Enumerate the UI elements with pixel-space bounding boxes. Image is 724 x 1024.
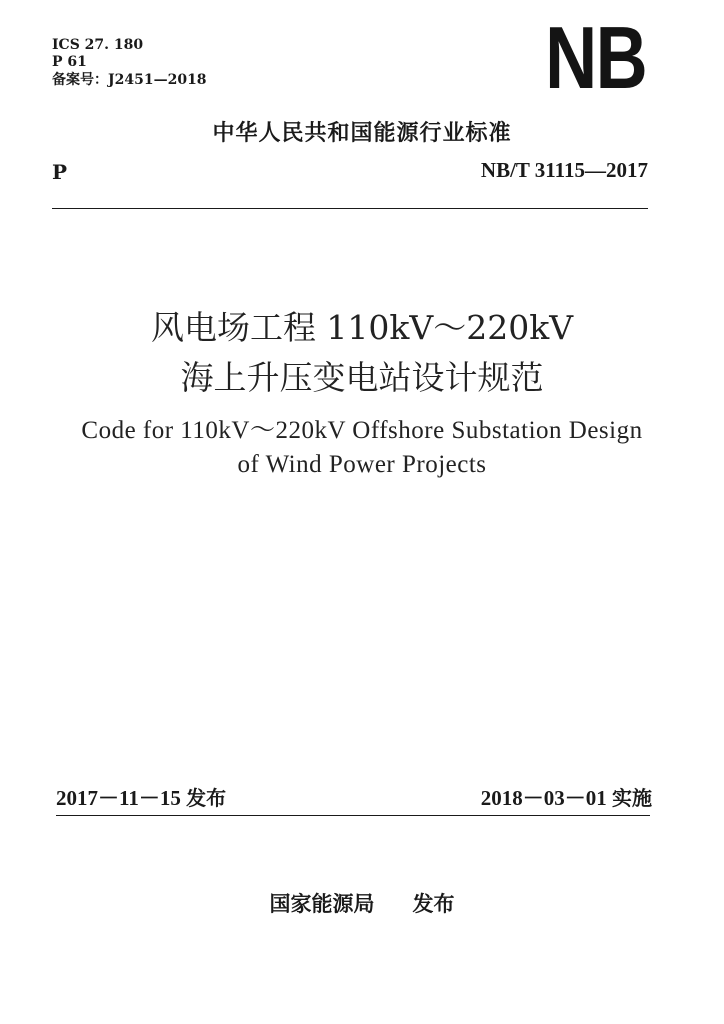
publisher: [0, 888, 724, 918]
title-cn-line-2: 海上升压变电站设计规范: [180, 358, 544, 397]
publisher-name: 国家能源局: [269, 892, 375, 916]
title-en-line-2: of Wind Power Projects: [237, 451, 487, 478]
issue-date-value: 2017－11－15: [56, 786, 181, 810]
nb-logo: NB: [545, 8, 646, 107]
implement-date-label: 实施: [612, 786, 652, 810]
title-en-line-1: Code for 110kV～220kV Offshore Substation Design: [81, 417, 643, 444]
industry-standard-heading: 中华人民共和国能源行业标准: [212, 121, 512, 146]
implement-date-value: 2018－03－01: [480, 786, 607, 810]
implement-date: [481, 782, 652, 812]
bottom-divider: [56, 815, 650, 816]
issue-date: [56, 782, 226, 812]
classification-code: P 61: [52, 54, 87, 70]
standard-number: NB/T 31115—2017: [480, 158, 648, 182]
issue-date-label: 发布: [186, 786, 227, 810]
record-number: 备案号：J2451—2018: [52, 72, 207, 88]
publisher-action: 发布: [412, 892, 455, 916]
ics-code: ICS 27. 180: [52, 37, 144, 53]
category-letter: P: [52, 160, 68, 184]
top-divider: [52, 208, 648, 209]
title-cn-line-1: 风电场工程 110kV～220kV: [150, 308, 574, 347]
